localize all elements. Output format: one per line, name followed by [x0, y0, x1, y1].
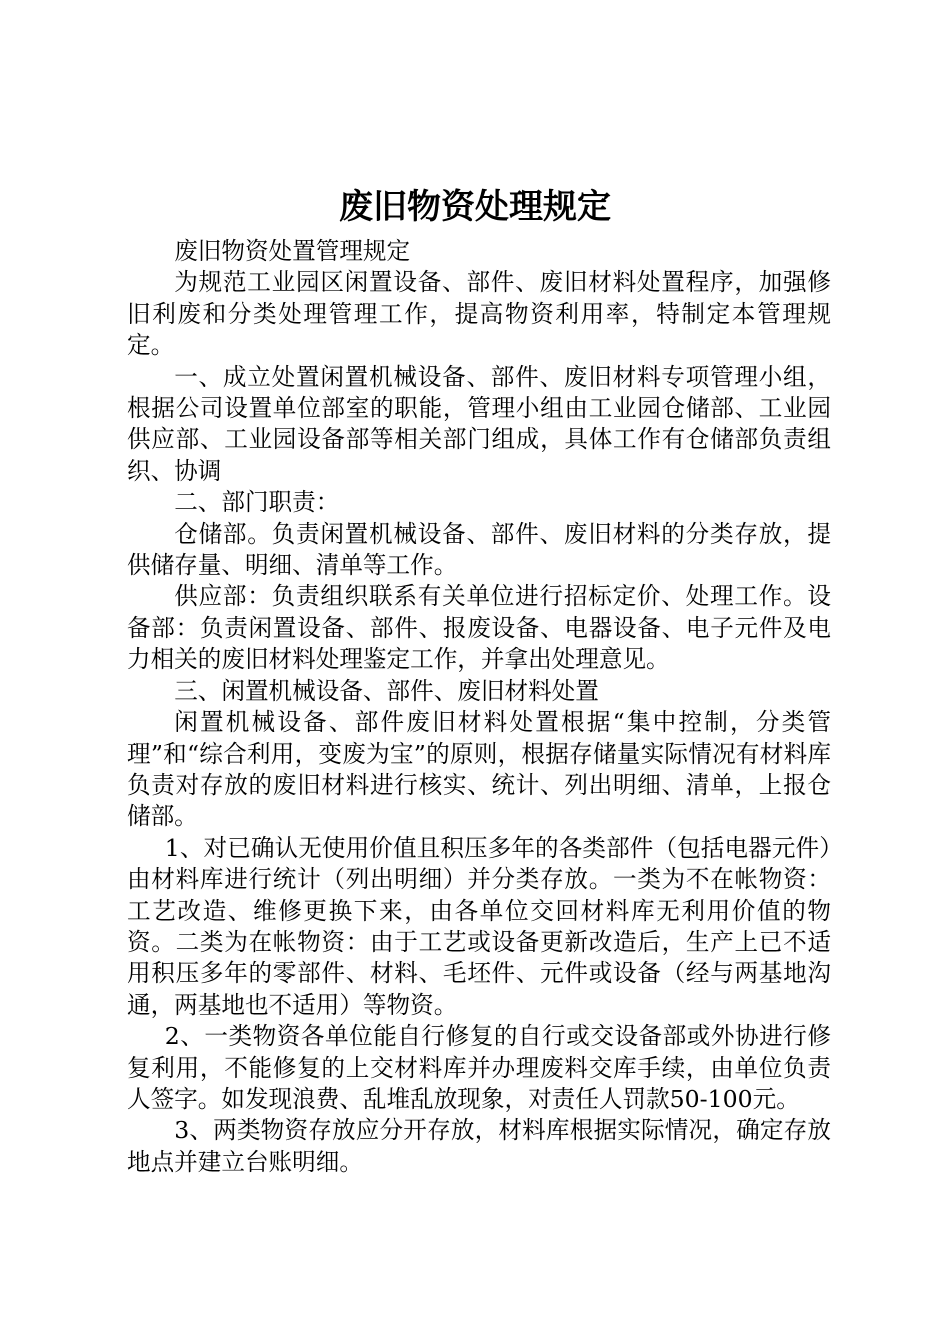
- supply-dept-paragraph: 供应部：负责组织联系有关单位进行招标定价、处理工作。设备部：负责闲置设备、部件、报废设备、电器设备、电子元件及电力相关的废旧材料处理鉴定工作，并拿出处理意见。: [127, 582, 831, 674]
- document-body: [127, 236, 831, 1178]
- section-two-heading: 二、部门职责：: [174, 488, 340, 517]
- subtitle-paragraph: 废旧物资处置管理规定: [174, 237, 411, 265]
- item-one-paragraph: 1、对已确认无使用价值且积压多年的各类部件（包括电器元件）由材料库进行统计（列出明细）并分类存放。一类为不在帐物资：工艺改造、维修更换下来，由各单位交回材料库无利用价值的物资。二类为在帐物资：由于工艺或设备更新改造后，生产上已不适用积压多年的零部件、材料、毛坯件、元件或设备（经与两基地沟通，两基地也不适用）等物资。: [127, 833, 831, 1019]
- document-title: 废旧物资处理规定: [339, 187, 611, 227]
- storage-dept-paragraph: 仓储部。负责闲置机械设备、部件、废旧材料的分类存放，提供储存量、明细、清单等工作。: [127, 519, 831, 580]
- purpose-paragraph: 为规范工业园区闲置设备、部件、废旧材料处置程序，加强修旧利废和分类处理管理工作，提高物资利用率，特制定本管理规定。: [127, 268, 831, 360]
- item-three-paragraph: 3、两类物资存放应分开存放，材料库根据实际情况，确定存放地点并建立台账明细。: [127, 1116, 831, 1176]
- disposal-principle-paragraph: 闲置机械设备、部件废旧材料处置根据“集中控制，分类管理”和“综合利用，变废为宝”的原则，根据存储量实际情况有材料库负责对存放的废旧材料进行核实、统计、列出明细、清单，上报仓储部。: [127, 708, 831, 831]
- section-one-paragraph: 一、成立处置闲置机械设备、部件、废旧材料专项管理小组，根据公司设置单位部室的职能，管理小组由工业园仓储部、工业园供应部、工业园设备部等相关部门组成，具体工作有仓储部负责组织、协调: [127, 362, 831, 485]
- section-three-heading: 三、闲置机械设备、部件、废旧材料处置: [174, 676, 599, 705]
- item-two-paragraph: 2、一类物资各单位能自行修复的自行或交设备部或外协进行修复利用，不能修复的上交材料库并办理废料交库手续，由单位负责人签字。如发现浪费、乱堆乱放现象，对责任人罚款50-100元。: [127, 1022, 831, 1113]
